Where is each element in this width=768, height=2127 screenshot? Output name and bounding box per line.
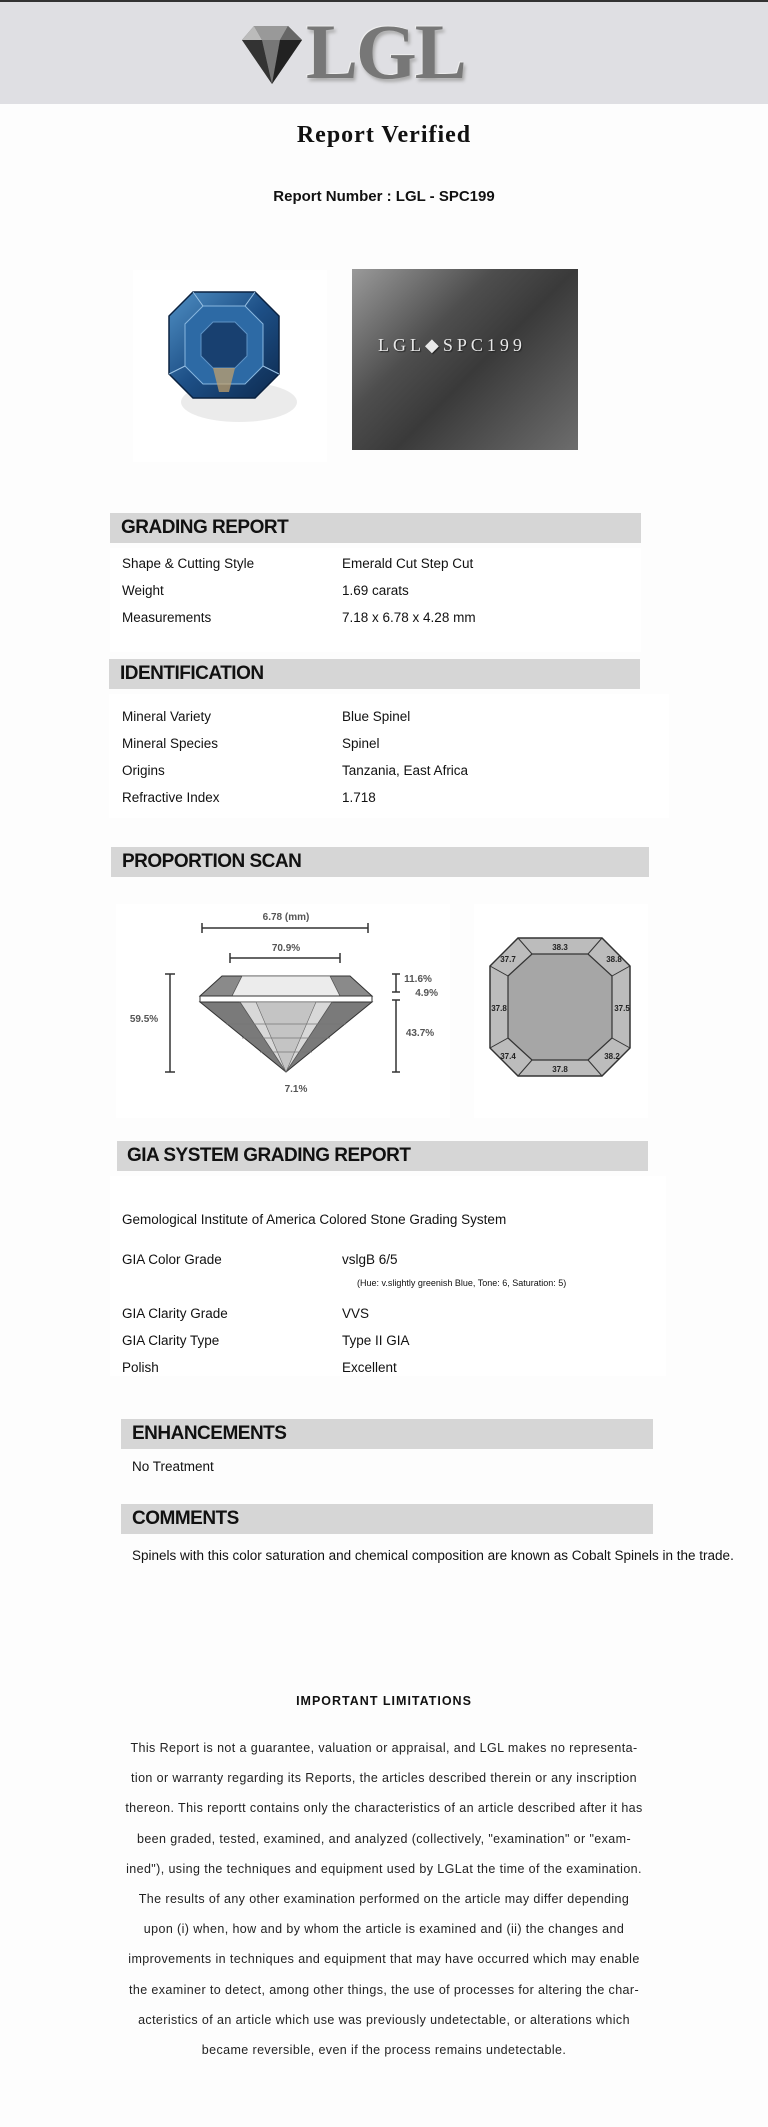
- row-label: Origins: [122, 763, 165, 778]
- depth-label: 59.5%: [129, 1014, 159, 1025]
- pavilion-label: 43.7%: [405, 1028, 435, 1039]
- facet-label: 38.8: [606, 955, 622, 964]
- table-row: [122, 1246, 622, 1273]
- row-value: 7.18 x 6.78 x 4.28 mm: [342, 610, 476, 625]
- limitations-line: thereon. This reportt contains only the characteristics of an article described after it has: [125, 1801, 643, 1816]
- color-grade-note: (Hue: v.slightly greenish Blue, Tone: 6, Saturation: 5): [357, 1278, 567, 1288]
- row-value: Spinel: [342, 736, 380, 751]
- limitations-line: acteristics of an article which use was previously undetectable, or alterations which: [138, 2012, 630, 2027]
- facet-label: 38.3: [552, 943, 568, 952]
- gia-table: [110, 1176, 666, 1376]
- row-value: vslgB 6/5: [342, 1252, 398, 1267]
- table-row: [122, 703, 622, 730]
- table-label: 70.9%: [271, 943, 301, 954]
- row-label: Shape & Cutting Style: [122, 556, 255, 571]
- gemstone-photo: [133, 270, 327, 462]
- limitations-line: became reversible, even if the process remains undetectable.: [201, 2043, 567, 2058]
- table-row: [122, 757, 622, 784]
- facet-label: 37.8: [552, 1065, 568, 1074]
- inscription-photo: [352, 269, 578, 450]
- limitations-line: The results of any other examination performed on the article may differ depending: [138, 1892, 630, 1907]
- row-value: Excellent: [342, 1360, 397, 1375]
- identification-heading: IDENTIFICATION: [109, 659, 640, 689]
- limitations-heading: IMPORTANT LIMITATIONS: [296, 1694, 472, 1708]
- row-value: 1.718: [342, 790, 376, 805]
- culet-label: 7.1%: [284, 1084, 308, 1095]
- row-label: Measurements: [122, 610, 212, 625]
- table-row: [122, 577, 622, 604]
- facet-label: 37.7: [500, 955, 516, 964]
- side-profile-diagram: [116, 904, 450, 1118]
- table-row: [122, 1327, 622, 1354]
- row-label: GIA Clarity Type: [122, 1333, 220, 1348]
- facet-label: 38.2: [604, 1052, 620, 1061]
- limitations-line: improvements in techniques and equipment that may have occurred which may enable: [128, 1952, 640, 1967]
- row-label: GIA Clarity Grade: [122, 1306, 228, 1321]
- page-title: Report Verified: [296, 122, 472, 148]
- row-value: Blue Spinel: [342, 709, 411, 724]
- logo-text: LGL: [306, 8, 465, 95]
- row-value: VVS: [342, 1306, 370, 1321]
- crown-label: 11.6%: [404, 974, 432, 985]
- limitations-line: tion or warranty regarding its Reports, the articles described therein or any inscription: [131, 1771, 637, 1786]
- comments-heading: COMMENTS: [121, 1504, 653, 1534]
- table-row: [122, 550, 622, 577]
- grading-report-heading: GRADING REPORT: [110, 513, 641, 543]
- enhancements-text: No Treatment: [132, 1459, 214, 1474]
- row-value: Type II GIA: [342, 1333, 410, 1348]
- table-row: [122, 1300, 622, 1327]
- table-row: [122, 604, 622, 631]
- width-label: 6.78 (mm): [262, 912, 310, 923]
- facet-label: 37.4: [500, 1052, 516, 1061]
- limitations-line: the examiner to detect, among other things, the use of processes for altering the char-: [128, 1982, 640, 1997]
- table-row: [122, 784, 622, 811]
- table-row: [122, 730, 622, 757]
- table-row: [122, 1354, 622, 1381]
- row-label: Weight: [122, 583, 164, 598]
- row-label: Polish: [122, 1360, 159, 1375]
- row-label: Mineral Variety: [122, 709, 212, 724]
- gia-intro: Gemological Institute of America Colored Stone Grading System: [122, 1212, 507, 1227]
- facet-label: 37.5: [614, 1004, 630, 1013]
- row-value: 1.69 carats: [342, 583, 409, 598]
- grading-report-table: [110, 548, 641, 652]
- limitations-line: upon (i) when, how and by whom the article is examined and (ii) the changes and: [143, 1922, 625, 1937]
- limitations-line: been graded, tested, examined, and analyzed (collectively, "examination" or "exam-: [136, 1831, 632, 1846]
- proportion-scan-heading: PROPORTION SCAN: [111, 847, 649, 877]
- report-number: Report Number : LGL - SPC199: [273, 188, 495, 205]
- row-label: Mineral Species: [122, 736, 219, 751]
- limitations-line: ined"), using the techniques and equipment used by LGLat the time of the examination.: [126, 1861, 642, 1876]
- top-view-diagram: [474, 904, 648, 1118]
- comments-text: Spinels with this color saturation and chemical composition are known as Cobalt Spinels in the trade.: [132, 1548, 734, 1563]
- row-value: Emerald Cut Step Cut: [342, 556, 474, 571]
- enhancements-heading: ENHANCEMENTS: [121, 1419, 653, 1449]
- inscription-text: LGL◆SPC199: [378, 335, 526, 355]
- identification-table: [109, 694, 669, 818]
- lgl-logo: [232, 8, 492, 95]
- row-label: Refractive Index: [122, 790, 220, 805]
- girdle-label: 4.9%: [415, 988, 438, 999]
- limitations-body: [114, 1733, 654, 2065]
- diamond-icon: [232, 22, 310, 88]
- row-value: Tanzania, East Africa: [342, 763, 469, 778]
- row-label: GIA Color Grade: [122, 1252, 222, 1267]
- gia-heading: GIA SYSTEM GRADING REPORT: [117, 1141, 648, 1171]
- facet-label: 37.8: [491, 1004, 507, 1013]
- limitations-line: This Report is not a guarantee, valuation or appraisal, and LGL makes no representa-: [130, 1741, 638, 1755]
